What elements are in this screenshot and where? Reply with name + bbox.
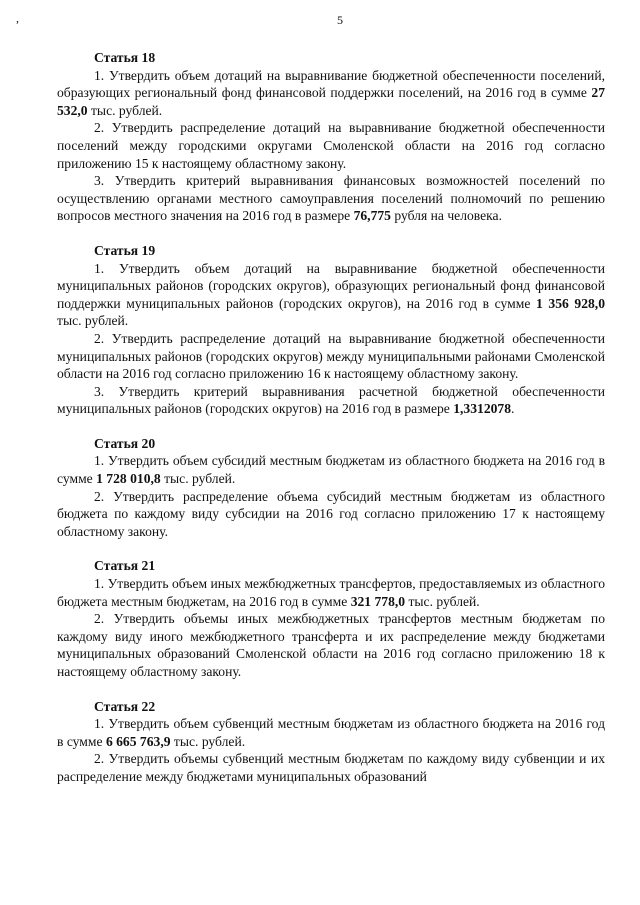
paragraph-text: 3. Утвердить критерий выравнивания финансовых возможностей поселений по осуществлению органами местного самоуправления поселений полномочий по решению вопросов местного значения на 2016 год в размере (57, 173, 605, 224)
paragraph (57, 383, 605, 418)
article-22 (57, 698, 605, 786)
paragraph-text-end: рубля на человека. (390, 208, 502, 224)
article-21 (57, 557, 605, 680)
paragraph (57, 715, 605, 750)
paragraph (57, 67, 605, 120)
paragraph-text-end: тыс. рублей. (170, 733, 246, 749)
page-number: 5 (337, 13, 343, 27)
paragraph (57, 750, 605, 785)
stray-mark: , (16, 11, 19, 25)
paragraph-text: 1. Утвердить объем иных межбюджетных трансфертов, предоставляемых из областного бюджета местным бюджетам, на 2016 год в сумме (57, 576, 605, 609)
paragraph-text: 1. Утвердить объем субсидий местным бюджетам из областного бюджета на 2016 год в сумме (57, 453, 605, 487)
paragraph-text-end: тыс. рублей. (87, 102, 163, 118)
paragraph-text-end: . (511, 401, 515, 417)
article-19 (57, 242, 605, 418)
article-title: Статья 22 (94, 698, 156, 714)
paragraph (57, 575, 605, 610)
paragraph (57, 119, 605, 172)
article-18 (57, 49, 605, 225)
article-title: Статья 18 (94, 50, 156, 65)
paragraph-text-end: тыс. рублей. (160, 471, 236, 487)
paragraph (57, 452, 605, 487)
bold-amount: 1 728 010,8 (96, 471, 161, 487)
bold-amount: 6 665 763,9 (105, 733, 171, 749)
bold-amount: 1,3312078 (453, 401, 512, 417)
bold-amount: 27 532,0 (57, 85, 605, 118)
bold-amount: 321 778,0 (350, 593, 406, 609)
article-20 (57, 435, 605, 541)
paragraph-text: 2. Утвердить объемы иных межбюджетных трансфертов местным бюджетам по каждому виду иного межбюджетного трансферта и их распределение между бюджетами муниципальных образований Смоленской области на 2016 год согласно приложению 18 к настоящему областному закону. (57, 611, 605, 679)
article-title: Статья 21 (94, 558, 156, 574)
bold-amount: 76,775 (353, 208, 391, 224)
paragraph (57, 172, 605, 225)
article-title: Статья 19 (94, 242, 156, 258)
bold-amount: 1 356 928,0 (536, 295, 605, 311)
paragraph-text-end: тыс. рублей. (405, 593, 480, 609)
paragraph-text: 2. Утвердить распределение дотаций на выравнивание бюджетной обеспеченности поселений между городскими округами Смоленской области на 2016 год согласно приложению 15 к настоящему областному закону. (57, 120, 605, 171)
document-page (57, 12, 605, 803)
paragraph-text: 3. Утвердить критерий выравнивания расчетной бюджетной обеспеченности муниципальных районов (городских округов) на 2016 год в размере (57, 383, 605, 417)
paragraph (57, 260, 605, 330)
article-title: Статья 20 (94, 435, 156, 451)
paragraph-text: 2. Утвердить объемы субвенций местным бюджетам по каждому виду субвенции и их распределение между бюджетами муниципальных образований (57, 751, 605, 784)
paragraph-text-end: тыс. рублей. (57, 313, 129, 329)
paragraph (57, 610, 605, 680)
paragraph-text: 1. Утвердить объем дотаций на выравнивание бюджетной обеспеченности муниципальных районов (городских округов), образующих региональный фонд финансовой поддержки муниципальных районов (городских округов), на 2016 год в сумме (57, 260, 605, 311)
paragraph (57, 488, 605, 541)
paragraph-text: 1. Утвердить объем дотаций на выравнивание бюджетной обеспеченности поселений, образующих региональный фонд финансовой поддержки поселений, на 2016 год в сумме (57, 67, 605, 101)
paragraph (57, 330, 605, 383)
paragraph-text: 1. Утвердить объем субвенций местным бюджетам из областного бюджета на 2016 год в сумме (57, 716, 605, 749)
paragraph-text: 2. Утвердить распределение дотаций на выравнивание бюджетной обеспеченности муниципальных районов (городских округов) между муниципальными районами Смоленской области на 2016 год согласно приложению 16 к настоящему областному закону. (57, 330, 605, 382)
paragraph-text: 2. Утвердить распределение объема субсидий местным бюджетам из областного бюджета по каждому виду субсидии на 2016 год согласно приложению 17 к настоящему областному закону. (57, 488, 605, 539)
